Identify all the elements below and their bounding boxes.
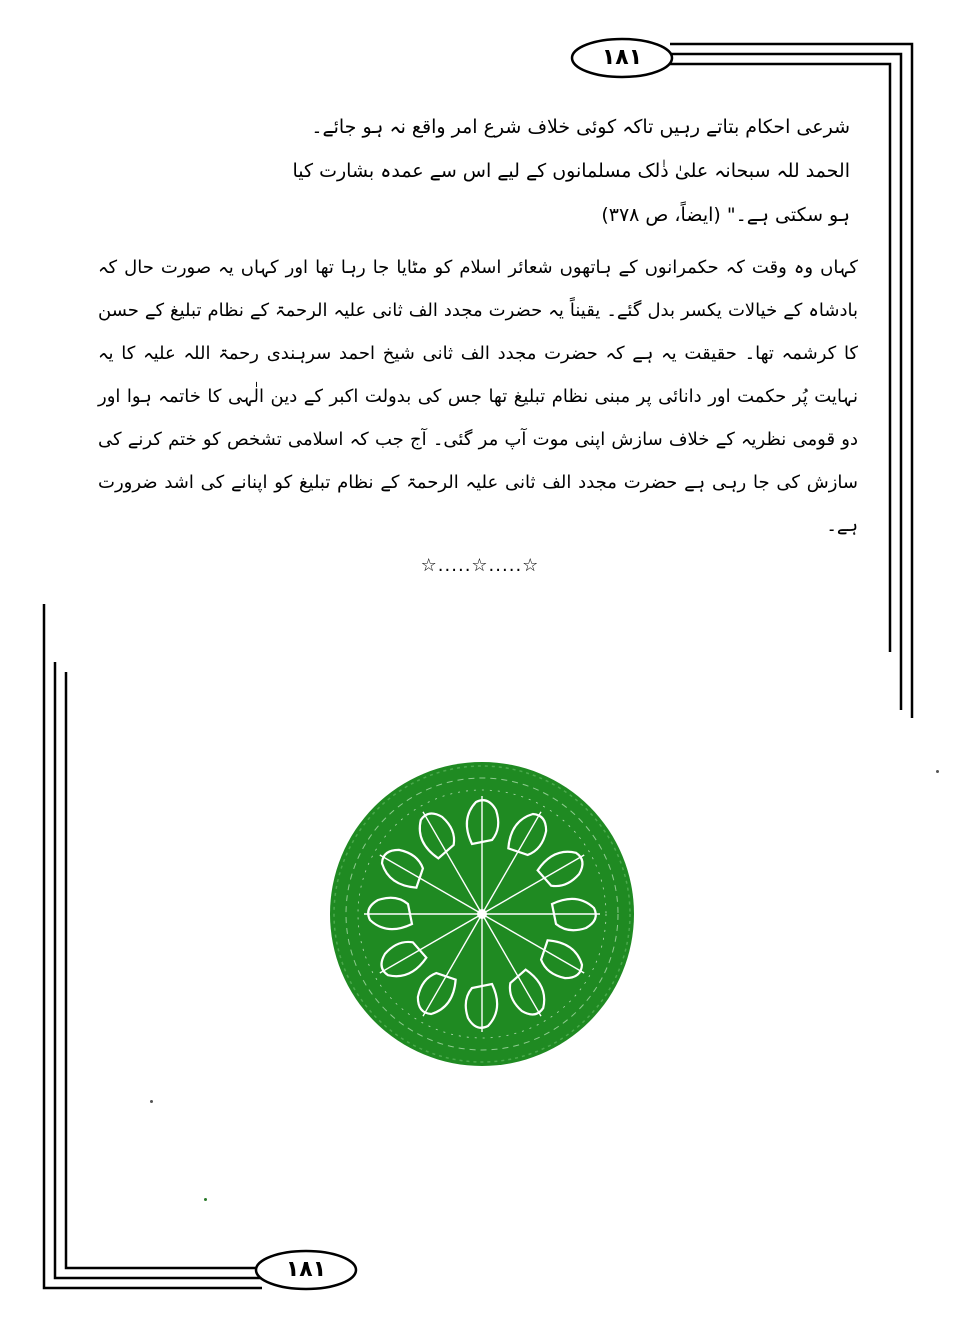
quote-line-3-reference: ہو سکتی ہے۔" (ایضاً، ص ۳۷۸)	[601, 204, 850, 226]
body-paragraph: کہاں وہ وقت کہ حکمرانوں کے ہاتھوں شعائر اسلام کو مٹایا جا رہا تھا اور کہاں یہ صورت حال کہ بادشاہ کے خیالات یکسر بدل گئے۔ یقیناً یہ حضرت مجدد الف ثانی علیہ الرحمۃ کے نظام تبلیغ کے حسن کا کرشمہ تھا۔ حقیقت یہ ہے کہ حضرت مجدد الف ثانی شیخ احمد سرہندی رحمۃ اللہ علیہ کا یہ نہایت پُر حکمت اور دانائی پر مبنی نظام تبلیغ تھا جس کی بدولت اکبر کے دین الٰہی کا خاتمہ ہوا اور دو قومی نظریہ کے خلاف سازش اپنی موت آپ مر گئی۔ آج جب کہ اسلامی تشخص کو ختم کرنے کی سازش کی جا رہی ہے حضرت مجدد الف ثانی علیہ الرحمۃ کے نظام تبلیغ کو اپنانے کی اشد ضرورت ہے۔	[98, 257, 859, 536]
quote-block	[290, 105, 850, 237]
scan-speck	[204, 1198, 207, 1201]
page-number-bottom: ۱۸۱	[285, 1257, 327, 1282]
scan-speck	[150, 1100, 153, 1103]
page-number-top: ۱۸۱	[601, 45, 643, 70]
scan-speck	[936, 770, 939, 773]
green-emblem-seal	[322, 758, 642, 1070]
quote-line-2: الحمد للہ سبحانہ علیٰ ذٰلک مسلمانوں کے لیے اس سے عمدہ بشارت کیا	[292, 160, 850, 182]
quote-line-1: شرعی احکام بتاتے رہیں تاکہ کوئی خلاف شرع امر واقع نہ ہو جائے۔	[311, 116, 850, 138]
star-separator: ☆.....☆.....☆	[420, 555, 540, 576]
